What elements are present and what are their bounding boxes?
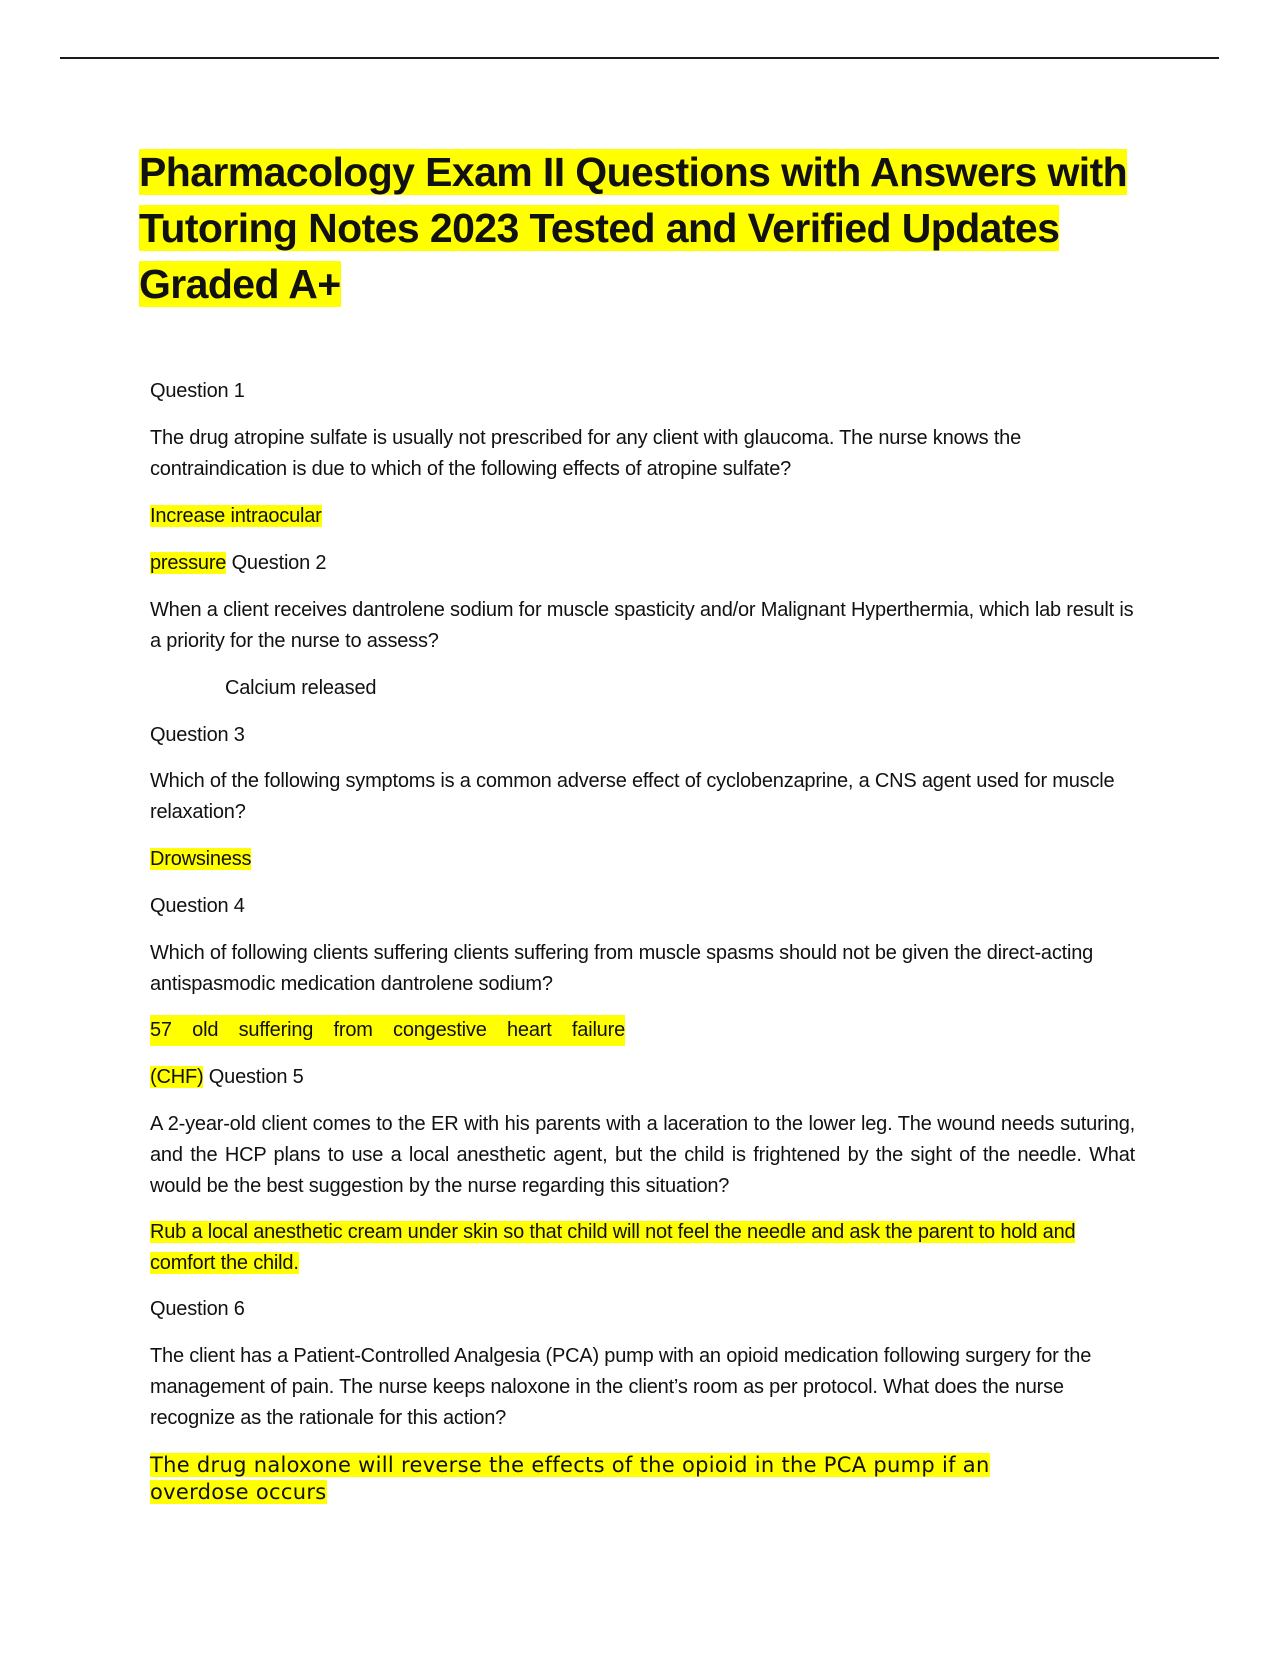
answer-1-line-1: Increase intraocular [150,505,322,527]
answer-4-line-1: 57 old suffering from congestive heart failure [150,1015,625,1046]
answer-1-line-2: pressure [150,552,227,574]
question-5-label: Question 5 [208,1066,304,1088]
question-6-text: The client has a Patient-Controlled Analgesia (PCA) pump with an opioid medication following surgery for the management of pain. The nurse keeps naloxone in the client’s room as per protocol. What does the nurse recognize as the rationale for this action? [150,1345,1092,1429]
answer-6: The drug naloxone will reverse the effects of the opioid in the PCA pump if an overdose occurs [150,1453,990,1504]
question-2-text: When a client receives dantrolene sodium for muscle spasticity and/or Malignant Hyperthermia, which lab result is a priority for the nurse to assess? [150,599,1134,652]
question-4-label: Question 4 [150,895,245,917]
question-3-label: Question 3 [150,724,245,746]
question-1-label: Question 1 [150,380,245,402]
title-line-2: Tutoring Notes 2023 Tested and Verified Updates [139,205,1060,251]
title-line-1: Pharmacology Exam II Questions with Answers with [139,149,1128,195]
answer-4-line-2: (CHF) [150,1066,204,1088]
question-5-text: A 2-year-old client comes to the ER with his parents with a laceration to the lower leg. The wound needs suturing, and the HCP plans to use a local anesthetic agent, but the child is frightened by the sight of the needle. What would be the best suggestion by the nurse regarding this situation? [150,1113,1135,1197]
title-line-3: Graded A+ [139,261,341,307]
question-3-text: Which of the following symptoms is a common adverse effect of cyclobenzaprine, a CNS agent used for muscle relaxation? [150,770,1115,823]
answer-4-line-2-with-question-5-label [150,1062,1135,1093]
answer-3: Drowsiness [150,848,252,870]
question-1-text: The drug atropine sulfate is usually not prescribed for any client with glaucoma. The nurse knows the contraindication is due to which of the following effects of atropine sulfate? [150,427,1022,480]
answer-5: Rub a local anesthetic cream under skin so that child will not feel the needle and ask the parent to hold and comfort the child. [150,1221,1076,1274]
document-title [139,144,1149,312]
answer-1-line-2-with-question-2-label [150,548,1135,579]
question-6-label: Question 6 [150,1298,245,1320]
answer-2: Calcium released [225,677,377,699]
header-rule [60,57,1219,59]
question-4-text: Which of following clients suffering clients suffering from muscle spasms should not be given the direct-acting antispasmodic medication dantrolene sodium? [150,942,1094,995]
question-2-label: Question 2 [231,552,327,574]
